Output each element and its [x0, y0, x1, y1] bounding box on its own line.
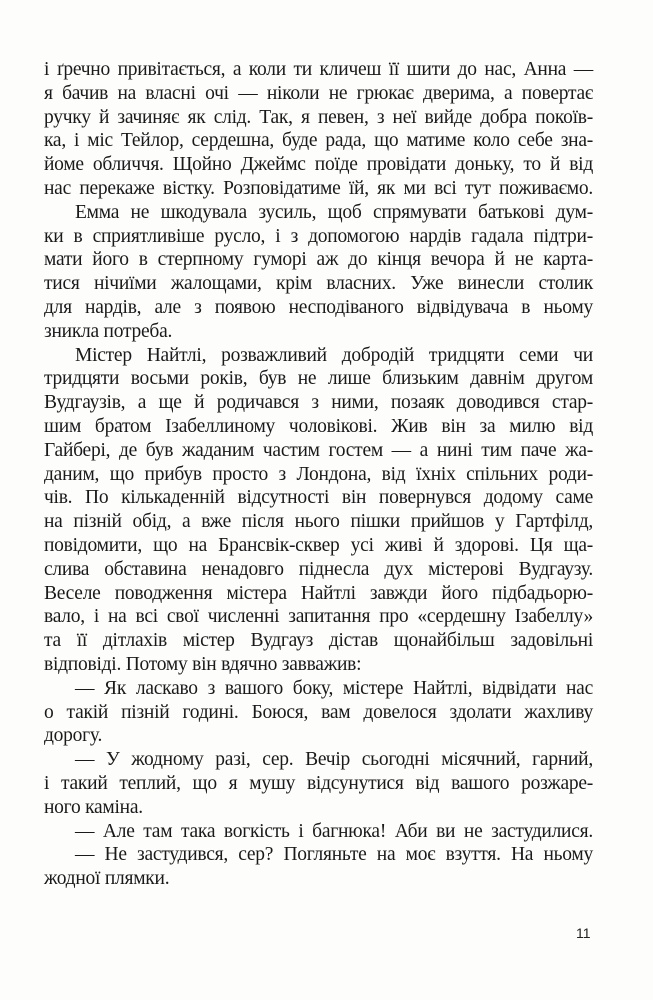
text-line: і ґречно привітається, а коли ти кличеш її шити до нас, Анна —	[44, 59, 593, 80]
text-line: тридцяти восьми років, був не лише близьким давнім другом	[44, 368, 593, 390]
text-line: я бачив на власні очі — ніколи не грюкає дверима, а повертає	[44, 82, 593, 104]
text-line: — У жодному разі, сер. Вечір сьогодні місячний, гарний,	[75, 749, 593, 771]
text-line: — Як ласкаво з вашого боку, містере Найтлі, відвідати нас	[75, 677, 593, 699]
page-number: 11	[576, 925, 591, 941]
text-line: ка, і міс Тейлор, сердешна, буде рада, що матиме коло себе зна-	[44, 130, 593, 152]
text-line: тися нічиїми жалощами, крім власних. Уже винесли столик	[44, 273, 593, 295]
text-line: жодної плямки.	[44, 868, 170, 890]
text-line: шим братом Ізабеллиному чоловікові. Жив він за милю від	[44, 415, 593, 437]
text-line: ного каміна.	[44, 796, 143, 818]
text-line: Містер Найтлі, розважливий добродій тридцяти семи чи	[75, 344, 593, 366]
text-line: — Але там така вогкість і багнюка! Аби ви не застудилися.	[75, 820, 593, 842]
text-line: ки в сприятливіше русло, і з допомогою нардів гадала підтри-	[44, 225, 593, 247]
book-page-text	[44, 58, 593, 891]
text-line: Емма не шкодувала зусиль, щоб спрямувати батькові дум-	[75, 201, 593, 223]
text-line: дорогу.	[44, 725, 103, 747]
text-line: Вудгаузів, а ще й родичався з ними, позаяк доводився стар-	[44, 392, 593, 414]
text-line: відповіді. Потому він вдячно завважив:	[44, 653, 362, 675]
text-line: нас перекаже вістку. Розповідатиме їй, як ми всі тут поживаємо.	[44, 177, 593, 199]
text-line: Веселе поводження містера Найтлі завжди його підбадьорю-	[44, 582, 593, 604]
text-line: зникла потреба.	[44, 320, 173, 342]
text-line: даним, що прибув просто з Лондона, від їхніх спільних роди-	[44, 463, 593, 485]
text-line: і такий теплий, що я мушу відсунутися від вашого розжаре-	[44, 772, 593, 794]
text-line: та її дітлахів містер Вудгауз дістав щонайбільш задовільні	[44, 630, 593, 652]
text-line: вало, і на всі свої численні запитання про «сердешну Ізабеллу»	[44, 606, 593, 628]
text-line: на пізній обід, а вже після нього пішки прийшов у Гартфілд,	[44, 511, 593, 533]
text-line: чів. По кількаденній відсутності він повернувся додому саме	[44, 487, 593, 509]
text-line: ручку й зачиняє як слід. Так, я певен, з неї вийде добра покоїв-	[44, 106, 593, 128]
text-line: йоме обличчя. Щойно Джеймс поїде провідати доньку, то й від	[44, 154, 593, 176]
text-line: повідомити, що на Брансвік-сквер усі живі й здорові. Ця ща-	[44, 534, 593, 556]
text-line: мати його в стерпному гуморі аж до кінця вечора й не карта-	[44, 249, 593, 271]
text-line: Гайбері, де був жаданим частим гостем — а нині тим паче жа-	[44, 439, 593, 461]
text-line: — Не застудився, сер? Погляньте на моє взуття. На ньому	[75, 844, 593, 866]
text-line: о такій пізній годині. Боюся, вам довелося здолати жахливу	[44, 701, 593, 723]
text-line: слива обставина ненадовго піднесла дух містерові Вудгаузу.	[44, 558, 593, 580]
text-line: для нардів, але з появою несподіваного відвідувача в ньому	[44, 296, 593, 318]
